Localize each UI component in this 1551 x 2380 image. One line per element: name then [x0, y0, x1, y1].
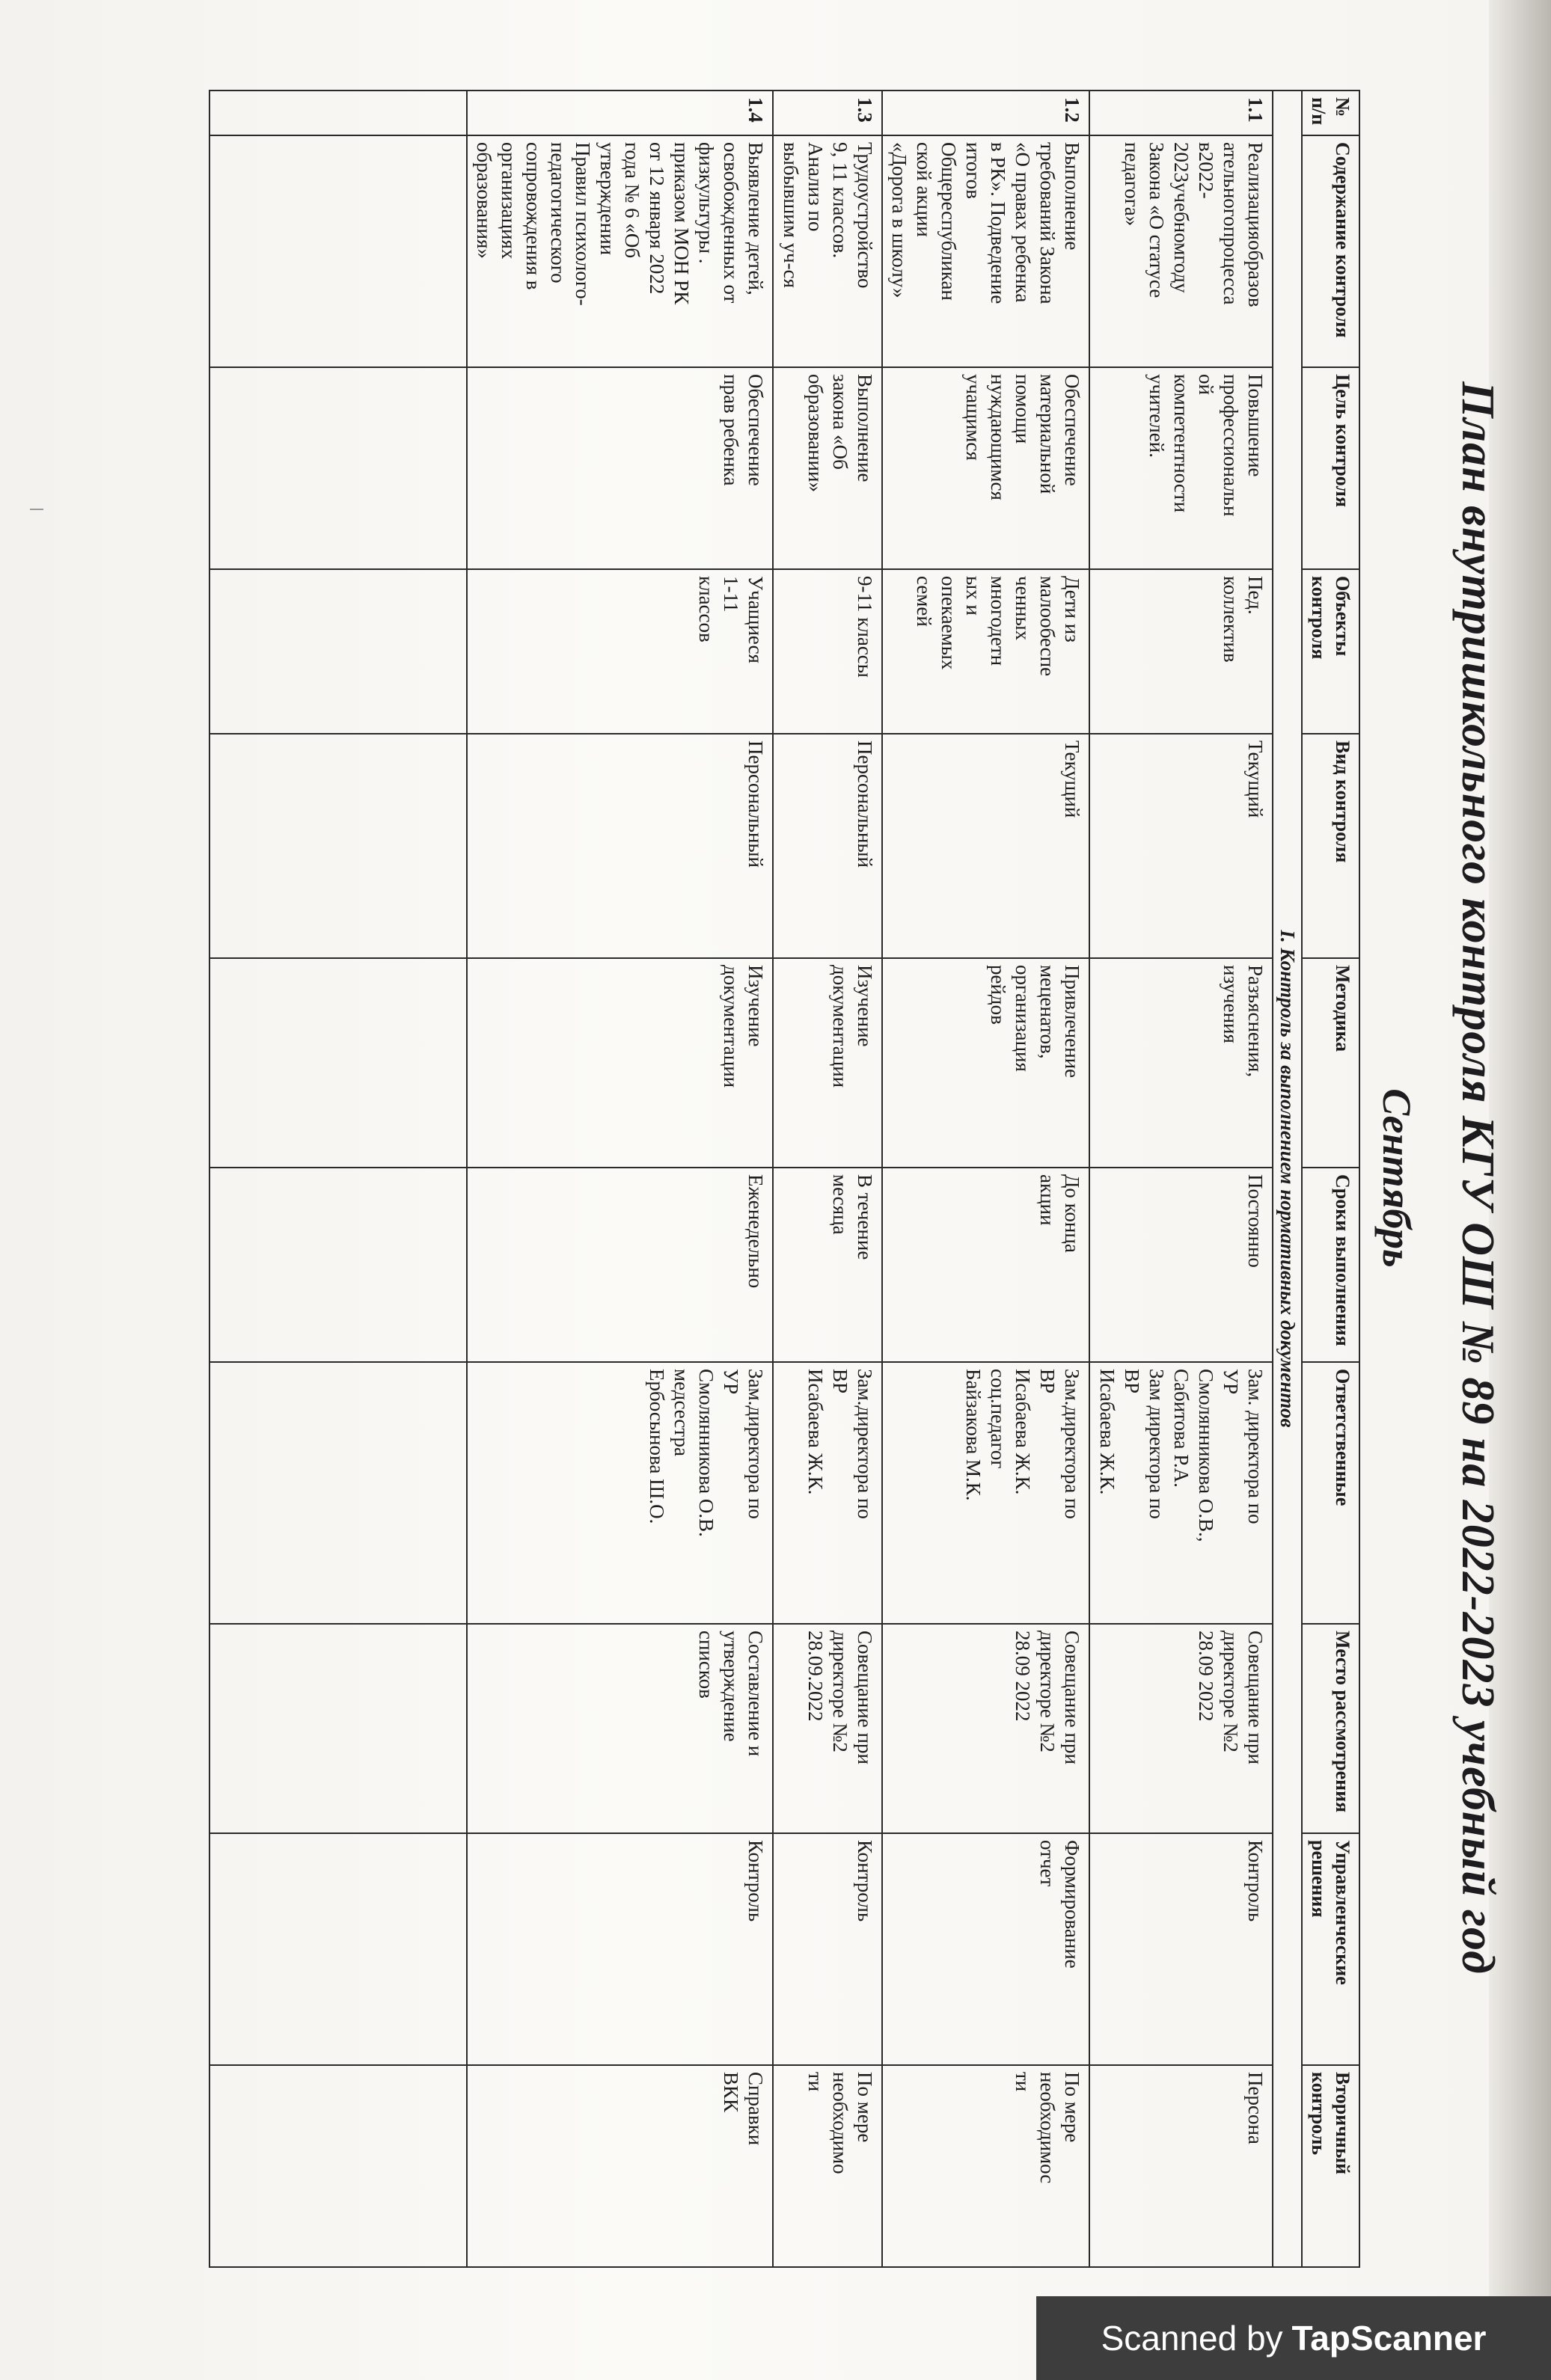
empty-row [209, 91, 467, 2267]
row-num: 1.4 [467, 91, 773, 135]
row-type: Персональный [773, 734, 882, 958]
row-deadline: В течение месяца [773, 1168, 882, 1362]
header-num: № п/п [1302, 91, 1359, 135]
row-responsible: Зам.директора по ВР Исабаева Ж.К. соц.педагог Байзакова М.К. [882, 1362, 1090, 1624]
header-objects: Объекты контроля [1302, 569, 1359, 734]
header-secondary: Вторичный контроль [1302, 2065, 1359, 2267]
row-method: Изучение документации [773, 958, 882, 1168]
row-goal: Повышение профессиональн ой компетентности учителей. [1089, 367, 1273, 569]
table-row [1089, 91, 1273, 2267]
row-num: 1.3 [773, 91, 882, 135]
row-decision: Формирование отчет [882, 1833, 1090, 2065]
table-row [773, 91, 882, 2267]
document-title: План внутришкольного контроля КГУ ОШ № 89 на 2022-2023 учебный год [1452, 381, 1503, 1975]
row-deadline: Еженедельно [467, 1168, 773, 1362]
row-type: Персональный [467, 734, 773, 958]
row-decision: Контроль [467, 1833, 773, 2065]
header-type: Вид контроля [1302, 734, 1359, 958]
header-deadline: Сроки выполнения [1302, 1168, 1359, 1362]
row-goal: Обеспечение прав ребенка [467, 367, 773, 569]
row-decision: Контроль [773, 1833, 882, 2065]
row-responsible: Зам.директора по УР Смолянникова О.В. медсестра Ербосынова Ш.О. [467, 1362, 773, 1624]
row-deadline: До конца акции [882, 1168, 1090, 1362]
row-responsible: Зам.директора по ВР Исабаева Ж.К. [773, 1362, 882, 1624]
table-row [882, 91, 1090, 2267]
row-content: Выявление детей, освобожденных от физкультуры . приказом МОН РК от 12 января 2022 года № 6 «Об утверждении Правил психолого- педагогического сопровождения в организациях образования» [467, 135, 773, 367]
row-type: Текущий [1089, 734, 1273, 958]
pen-mark [30, 509, 43, 518]
row-deadline: Постоянно [1089, 1168, 1273, 1362]
row-content: Трудоустройство 9, 11 классов. Анализ по выбывшим уч-ся [773, 135, 882, 367]
row-secondary: Персона [1089, 2065, 1273, 2267]
row-place: Совещание при директоре №2 28.09 2022 [882, 1624, 1090, 1833]
row-method: Изучение документации [467, 958, 773, 1168]
row-place: Составление и утверждение списков [467, 1624, 773, 1833]
header-method: Методика [1302, 958, 1359, 1168]
row-objects: 9-11 классы [773, 569, 882, 734]
row-objects: Пед. коллектив [1089, 569, 1273, 734]
row-secondary: Справки ВКК [467, 2065, 773, 2267]
row-content: Реализацияобразов ательногопроцесса в2022- 2023учебномгоду Закона «О статусе педагога» [1089, 135, 1273, 367]
month-heading: Сентябрь [1374, 1088, 1419, 1268]
header-decision: Управленческие решения [1302, 1833, 1359, 2065]
table-row [467, 91, 773, 2267]
row-goal: Обеспечение материальной помощи нуждающимся учащимся [882, 367, 1090, 569]
row-place: Совещание при директоре №2 28.09 2022 [1089, 1624, 1273, 1833]
watermark-prefix: Scanned by [1101, 2319, 1283, 2358]
row-secondary: По мере необходимо ти [773, 2065, 882, 2267]
header-goal: Цель контроля [1302, 367, 1359, 569]
row-objects: Дети из малообеспе ченных многодетн ых и опекаемых семей [882, 569, 1090, 734]
scanner-watermark [1036, 2296, 1551, 2380]
header-content: Содержание контроля [1302, 135, 1359, 367]
header-responsible: Ответственные [1302, 1362, 1359, 1624]
row-responsible: Зам. директора по УР Смолянникова О.В., Сабитова Р.А. Зам директора по ВР Исабаева Ж.К. [1089, 1362, 1273, 1624]
rotated-document [148, 75, 1510, 2281]
header-place: Место рассмотрения [1302, 1624, 1359, 1833]
row-method: Разъяснения, изучения [1089, 958, 1273, 1168]
row-secondary: По мере необходимос ти [882, 2065, 1090, 2267]
row-num: 1.2 [882, 91, 1090, 135]
section-row [1273, 91, 1302, 2267]
row-decision: Контроль [1089, 1833, 1273, 2065]
row-type: Текущий [882, 734, 1090, 958]
row-num: 1.1 [1089, 91, 1273, 135]
section-title: I. Контроль за выполнением нормативных документов [1273, 91, 1302, 2267]
row-place: Совещание при директоре №2 28.09.2022 [773, 1624, 882, 1833]
row-objects: Учащиеся 1-11 классов [467, 569, 773, 734]
row-content: Выполнение требований Закона «О правах ребенка в РК». Подведение итогов Общереспубликан ской акции «Дорога в школу» [882, 135, 1090, 367]
watermark-brand: TapScanner [1291, 2319, 1487, 2358]
table-header-row [1302, 91, 1359, 2267]
row-method: Привлечение меценатов, организация рейдов [882, 958, 1090, 1168]
row-goal: Выполнение закона «Об образовании» [773, 367, 882, 569]
control-plan-table [209, 90, 1360, 2268]
